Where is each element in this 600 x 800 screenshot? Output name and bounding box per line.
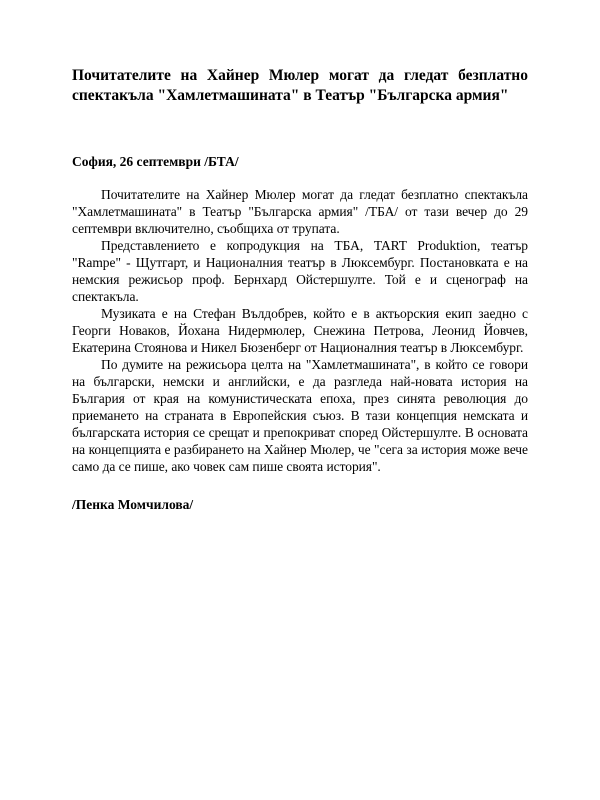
article-signature: /Пенка Момчилова/: [72, 497, 194, 512]
article-paragraph: Музиката е на Стефан Вълдобрев, който е в актьорския екип заедно с Георги Новаков, Йохана Нидермюлер, Снежина Петрова, Леонид Йовчев, Екатерина Стоянова и Никел Бюзенберг от Националния театър в Люксембург.: [72, 306, 528, 355]
article-paragraph: Представлението е копродукция на ТБА, TART Produktion, театър "Rampe" - Щутгарт, и Националния театър в Люксембург. Постановката е на немския режисьор проф. Бернхард Ойстершулте. Той е и сценограф на спектакъла.: [72, 238, 528, 304]
article-paragraph: Почитателите на Хайнер Мюлер могат да гледат безплатно спектакъла "Хамлетмашината" в Театър "Българска армия" /ТБА/ от тази вечер до 29 септември включително, съобщиха от трупата.: [72, 187, 528, 236]
article-headline: Почитателите на Хайнер Мюлер могат да гледат безплатно спектакъла "Хамлетмашината" в Театър "Българска армия": [72, 67, 528, 104]
article-paragraph: По думите на режисьора целта на "Хамлетмашината", в който се говори на български, немски и английски, е да разгледа най-новата история на България от края на комунистическата епоха, през синята революция до приемането на страната в Европейския съюз. В тази концепция немската и българската история се срещат и препокриват според Ойстершулте. В основата на концепцията е разбирането на Хайнер Мюлер, че "сега за история може вече само да се пише, ако човек сам пише своята история".: [72, 357, 528, 474]
article-body: [72, 186, 528, 475]
article-dateline: София, 26 септември /БТА/: [72, 154, 239, 169]
document-page: [72, 66, 528, 513]
